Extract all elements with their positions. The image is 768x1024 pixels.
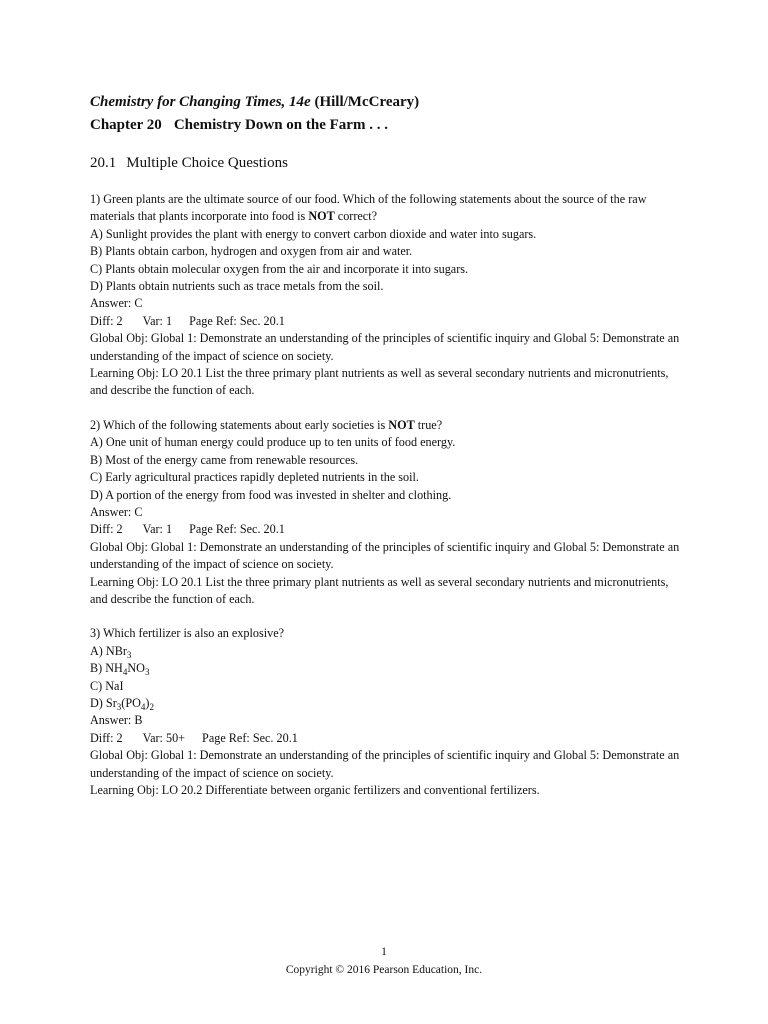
global-objective: Global Obj: Global 1: Demonstrate an understanding of the principles of scientific inquiry and Global 5: Demonstrate an understanding of the impact of science on society. bbox=[90, 748, 680, 780]
option-b: B) $NH_4NO_3$ bbox=[90, 661, 150, 678]
global-objective: Global Obj: Global 1: Demonstrate an understanding of the principles of scientific inquiry and Global 5: Demonstrate an understanding of the impact of science on society. bbox=[90, 331, 680, 363]
meta-line bbox=[90, 521, 680, 538]
answer: Answer: C bbox=[90, 504, 143, 519]
option-c: C) Early agricultural practices rapidly depleted nutrients in the soil. bbox=[90, 470, 419, 485]
learning-objective: Learning Obj: LO 20.1 List the three primary plant nutrients as well as several secondary nutrients and micronutrients, and describe the function of each. bbox=[90, 366, 669, 398]
meta-line bbox=[90, 313, 680, 330]
difficulty: Diff: 2 bbox=[90, 313, 123, 328]
option-a: A) NBr$_3$ bbox=[90, 643, 132, 660]
document-page bbox=[90, 92, 680, 799]
variants: Var: 50+ bbox=[142, 730, 186, 745]
global-objective: Global Obj: Global 1: Demonstrate an understanding of the principles of scientific inquiry and Global 5: Demonstrate an understanding of the impact of science on society. bbox=[90, 539, 680, 572]
page-number: 1 bbox=[381, 946, 387, 958]
answer: Answer: C bbox=[90, 296, 143, 311]
page-ref: Page Ref: Sec. 20.1 bbox=[202, 730, 298, 745]
copyright-notice: Copyright © 2016 Pearson Education, Inc. bbox=[285, 964, 483, 976]
section-title bbox=[90, 153, 680, 173]
variants: Var: 1 bbox=[142, 313, 173, 328]
learning-objective: Learning Obj: LO 20.1 List the three primary plant nutrients as well as several secondary nutrients and micronutrients, and describe the function of each. bbox=[90, 574, 669, 606]
page-ref: Page Ref: Sec. 20.1 bbox=[189, 313, 285, 328]
question-stem: 3) Which fertilizer is also an explosive? bbox=[90, 626, 285, 641]
chapter-name: Chemistry Down on the Farm . . . bbox=[173, 117, 388, 133]
chapter-title bbox=[90, 115, 680, 135]
difficulty: Diff: 2 bbox=[90, 522, 123, 537]
section-name: Multiple Choice Questions bbox=[126, 155, 288, 171]
question-stem: 1) Green plants are the ultimate source of our food. Which of the following statements about the source of the raw materials that plants incorporate into food is NOT correct? bbox=[90, 192, 647, 224]
meta-line bbox=[90, 730, 680, 747]
option-c: C) NaI bbox=[90, 678, 124, 693]
difficulty: Diff: 2 bbox=[90, 730, 123, 745]
variants: Var: 1 bbox=[142, 522, 173, 537]
learning-objective: Learning Obj: LO 20.2 Differentiate between organic fertilizers and conventional fertilizers. bbox=[90, 783, 540, 797]
book-title bbox=[90, 92, 680, 112]
option-b: B) Most of the energy came from renewable resources. bbox=[90, 452, 359, 467]
question-2 bbox=[90, 417, 680, 608]
option-d: D) A portion of the energy from food was invested in shelter and clothing. bbox=[90, 487, 452, 502]
question-3 bbox=[90, 625, 680, 799]
option-b: B) Plants obtain carbon, hydrogen and oxygen from air and water. bbox=[90, 244, 413, 259]
question-stem: 2) Which of the following statements about early societies is NOT true? bbox=[90, 417, 443, 432]
option-d: D) Plants obtain nutrients such as trace metals from the soil. bbox=[90, 279, 384, 294]
answer: Answer: B bbox=[90, 713, 143, 728]
option-a: A) Sunlight provides the plant with energy to convert carbon dioxide and water into sugars. bbox=[90, 226, 537, 241]
section-number: 20.1 bbox=[90, 155, 117, 171]
option-a: A) One unit of human energy could produce up to ten units of food energy. bbox=[90, 435, 456, 450]
page-ref: Page Ref: Sec. 20.1 bbox=[189, 522, 285, 537]
book-title-italic: Chemistry for Changing Times, 14e bbox=[90, 94, 311, 110]
option-c: C) Plants obtain molecular oxygen from the air and incorporate it into sugars. bbox=[90, 261, 469, 276]
book-authors: (Hill/McCreary) bbox=[314, 94, 420, 110]
option-d: D) $Sr_3(PO_4)_2$ bbox=[90, 695, 154, 712]
question-1 bbox=[90, 191, 680, 400]
chapter-label: Chapter 20 bbox=[90, 117, 162, 133]
